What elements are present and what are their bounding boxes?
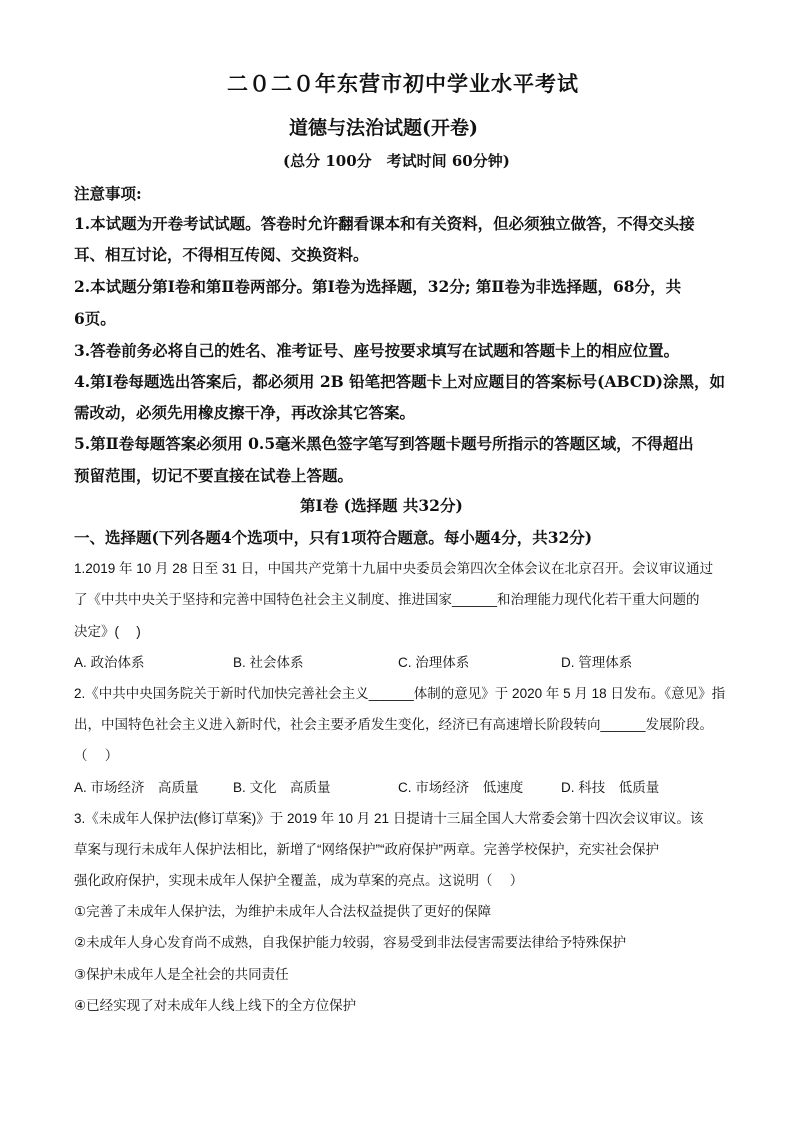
answer-option: C. 治理体系 — [398, 655, 470, 670]
question-text: 3.《未成年人保护法(修订草案)》于 2019 年 10 月 21 日提请十三届全国人大常委会第十四次会议审议。该 — [74, 811, 704, 826]
answer-option: D. 科技 低质量 — [561, 780, 660, 795]
answer-option: D. 管理体系 — [561, 655, 633, 670]
answer-option: A. 政治体系 — [74, 655, 145, 670]
notice-line: 2.本试题分第Ⅰ卷和第Ⅱ卷两部分。第Ⅰ卷为选择题，32分; 第Ⅱ卷为非选择题，68分，共 — [74, 277, 682, 296]
notice-line: 4.第Ⅰ卷每题选出答案后，都必须用 2B 铅笔把答题卡上对应题目的答案标号(ABCD)涂黑，如 — [74, 372, 725, 391]
notice-heading: 注意事项: — [74, 184, 142, 203]
section-heading: 一、选择题(下列各题4个选项中，只有1项符合题意。每小题4分，共32分) — [74, 528, 593, 547]
question-text: 2.《中共中央国务院关于新时代加快完善社会主义______体制的意见》于 2020 年 5 月 18 日发布。《意见》指 — [74, 686, 726, 701]
statement-item: ③保护未成年人是全社会的共同责任 — [74, 967, 289, 982]
notice-line: 6页。 — [74, 309, 116, 328]
question-text: （ ） — [74, 748, 119, 763]
answer-option: B. 社会体系 — [233, 655, 304, 670]
answer-option: A. 市场经济 高质量 — [74, 780, 199, 795]
question-text: 强化政府保护，实现未成年人保护全覆盖，成为草案的亮点。这说明（ ） — [74, 873, 524, 888]
notice-line: 5.第Ⅱ卷每题答案必须用 0.5毫米黑色签字笔写到答题卡题号所指示的答题区域，不得超出 — [74, 434, 694, 453]
question-text: 草案与现行未成年人保护法相比，新增了“网络保护”“政府保护”两章。完善学校保护，充实社会保护 — [74, 842, 659, 857]
exam-title: 二０二０年东营市初中学业水平考试 — [227, 71, 579, 96]
statement-item: ④已经实现了对未成年人线上线下的全方位保护 — [74, 998, 357, 1013]
notice-line: 1.本试题为开卷考试试题。答卷时允许翻看课本和有关资料，但必须独立做答，不得交头接 — [74, 214, 695, 233]
question-text: 了《中共中央关于坚持和完善中国特色社会主义制度、推进国家______和治理能力现代化若干重大问题的 — [74, 592, 700, 607]
part-heading: 第Ⅰ卷 (选择题 共32分) — [300, 496, 463, 515]
notice-line: 3.答卷前务必将自己的姓名、准考证号、座号按要求填写在试题和答题卡上的相应位置。 — [74, 341, 680, 360]
answer-option: C. 市场经济 低速度 — [398, 780, 524, 795]
question-text: 决定》( ) — [74, 624, 141, 639]
exam-meta: (总分 100分 考试时间 60分钟) — [283, 152, 510, 170]
notice-line: 耳、相互讨论，不得相互传阅、交换资料。 — [74, 245, 369, 264]
question-text: 出，中国特色社会主义进入新时代，社会主要矛盾发生变化，经济已有高速增长阶段转向______发展阶段。 — [74, 717, 714, 732]
statement-item: ①完善了未成年人保护法，为维护未成年人合法权益提供了更好的保障 — [74, 904, 492, 919]
notice-line: 预留范围，切记不要直接在试卷上答题。 — [74, 466, 354, 485]
answer-option: B. 文化 高质量 — [233, 780, 331, 795]
exam-subtitle: 道德与法治试题(开卷) — [289, 117, 478, 139]
statement-item: ②未成年人身心发育尚不成熟，自我保护能力较弱，容易受到非法侵害需要法律给予特殊保护 — [74, 935, 627, 950]
question-text: 1.2019 年 10 月 28 日至 31 日，中国共产党第十九届中央委员会第四次全体会议在北京召开。会议审议通过 — [74, 561, 714, 576]
notice-line: 需改动，必须先用橡皮擦干净，再改涂其它答案。 — [74, 403, 416, 422]
